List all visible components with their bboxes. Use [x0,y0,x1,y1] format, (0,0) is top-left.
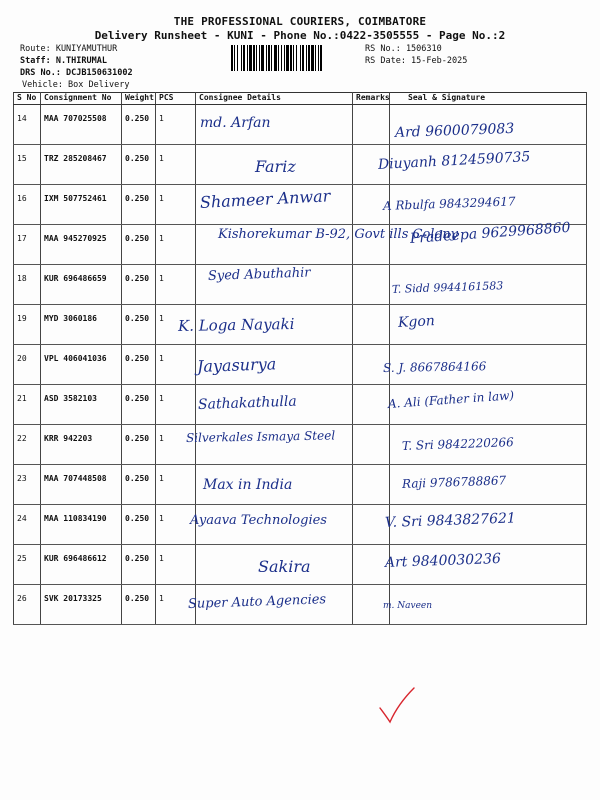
row-remarks-cell [353,105,390,145]
handwritten-consignee: Silverkales Ismaya Steel [185,428,336,445]
row-weight: 0.250 [122,145,156,185]
row-sno: 25 [14,545,41,585]
handwritten-consignee: Syed Abuthahir [207,265,311,284]
row-weight: 0.250 [122,305,156,345]
staff-label: Staff: N.THIRUMAL [20,56,107,66]
row-pcs: 1 [156,345,196,385]
row-pcs: 1 [156,145,196,185]
handwritten-consignee: md. Arfan [200,115,271,131]
row-remarks-cell [353,265,390,305]
company-title: THE PROFESSIONAL COURIERS, COIMBATORE [173,15,427,28]
col-header-consignee: Consignee Details [196,93,353,105]
table-row [14,305,587,345]
handwritten-signature: A Rbulfa 9843294617 [382,194,516,213]
col-header-weight: Weight [122,93,156,105]
row-consignment: TRZ 285208467 [41,145,122,185]
row-pcs: 1 [156,225,196,265]
handwritten-consignee: Jayasurya [196,354,277,376]
row-sno: 18 [14,265,41,305]
handwritten-signature: T. Sidd 9944161583 [391,279,504,296]
vehicle-label: Vehicle: Box Delivery [22,80,130,90]
check-mark-icon [378,686,418,726]
handwritten-consignee: Max in India [203,477,293,493]
handwritten-consignee: Super Auto Agencies [187,592,327,612]
handwritten-signature: Raji 9786788867 [401,473,507,491]
table-header-row [14,93,587,105]
row-weight: 0.250 [122,345,156,385]
handwritten-signature: V. Sri 9843827621 [384,510,517,531]
row-remarks-cell [353,425,390,465]
row-consignment: KUR 696486659 [41,265,122,305]
row-consignment: MAA 110834190 [41,505,122,545]
row-sno: 20 [14,345,41,385]
col-header-pcs: PCS [156,93,196,105]
handwritten-signature: A. Ali (Father in law) [387,388,515,411]
row-weight: 0.250 [122,545,156,585]
row-consignment: VPL 406041036 [41,345,122,385]
handwritten-signature: T. Sri 9842220266 [401,435,515,453]
barcode-image [231,45,359,71]
drs-label: DRS No.: DCJB150631002 [20,68,133,78]
col-header-sno: S No [14,93,41,105]
row-weight: 0.250 [122,585,156,625]
row-weight: 0.250 [122,385,156,425]
row-pcs: 1 [156,105,196,145]
row-sno: 14 [14,105,41,145]
handwritten-signature: m. Naveen [383,601,433,611]
row-pcs: 1 [156,385,196,425]
rs-date: RS Date: 15-Feb-2025 [365,56,468,66]
row-consignment: SVK 20173325 [41,585,122,625]
row-weight: 0.250 [122,465,156,505]
row-sno: 17 [14,225,41,265]
row-pcs: 1 [156,185,196,225]
handwritten-signature: Art 9840030236 [384,550,502,571]
row-consignment: KUR 696486612 [41,545,122,585]
row-sno: 26 [14,585,41,625]
row-consignment: MYD 3060186 [41,305,122,345]
handwritten-signature: Kgon [397,313,436,331]
row-remarks-cell [353,305,390,345]
rs-number: RS No.: 1506310 [365,44,442,54]
row-pcs: 1 [156,465,196,505]
row-consignment: IXM 507752461 [41,185,122,225]
row-weight: 0.250 [122,105,156,145]
row-consignment: ASD 3582103 [41,385,122,425]
handwritten-signature: Ard 9600079083 [394,120,515,141]
row-remarks-cell [353,545,390,585]
row-pcs: 1 [156,425,196,465]
col-header-remarks: Remarks [353,93,390,105]
row-pcs: 1 [156,585,196,625]
row-consignment: MAA 945270925 [41,225,122,265]
row-pcs: 1 [156,505,196,545]
delivery-table [13,92,587,625]
row-weight: 0.250 [122,225,156,265]
runsheet-title: Delivery Runsheet - KUNI - Phone No.:0422-3505555 - Page No.:2 [94,29,506,42]
handwritten-signature: Pradeepa 9629968860 [409,219,571,247]
row-remarks-cell [353,385,390,425]
row-pcs: 1 [156,305,196,345]
handwritten-signature: S. J. 8667864166 [382,359,487,375]
col-header-consignment: Consignment No [41,93,122,105]
row-weight: 0.250 [122,185,156,225]
handwritten-consignee: K. Loga Nayaki [177,314,295,335]
row-remarks-cell [353,465,390,505]
row-sno: 16 [14,185,41,225]
row-sno: 19 [14,305,41,345]
handwritten-consignee: Sakira [258,557,311,576]
handwritten-consignee: Shameer Anwar [199,186,331,212]
row-pcs: 1 [156,545,196,585]
handwritten-consignee: Kishorekumar B-92, Govt ills Colony [218,227,458,242]
row-sno: 22 [14,425,41,465]
route-label: Route: KUNIYAMUTHUR [20,44,118,54]
handwritten-consignee: Fariz [255,157,296,176]
row-weight: 0.250 [122,265,156,305]
row-weight: 0.250 [122,425,156,465]
handwritten-signature: Diuyanh 8124590735 [377,149,531,173]
row-remarks-cell [353,505,390,545]
row-sno: 15 [14,145,41,185]
row-sno: 23 [14,465,41,505]
handwritten-consignee: Sathakathulla [197,393,297,413]
row-sno: 21 [14,385,41,425]
table-row [14,345,587,385]
row-sno: 24 [14,505,41,545]
row-consignment: KRR 942203 [41,425,122,465]
handwritten-consignee: Ayaava Technologies [190,513,327,528]
row-consignment: MAA 707025508 [41,105,122,145]
row-pcs: 1 [156,265,196,305]
col-header-signature: Seal & Signature [390,93,587,105]
row-weight: 0.250 [122,505,156,545]
row-consignment: MAA 707448508 [41,465,122,505]
